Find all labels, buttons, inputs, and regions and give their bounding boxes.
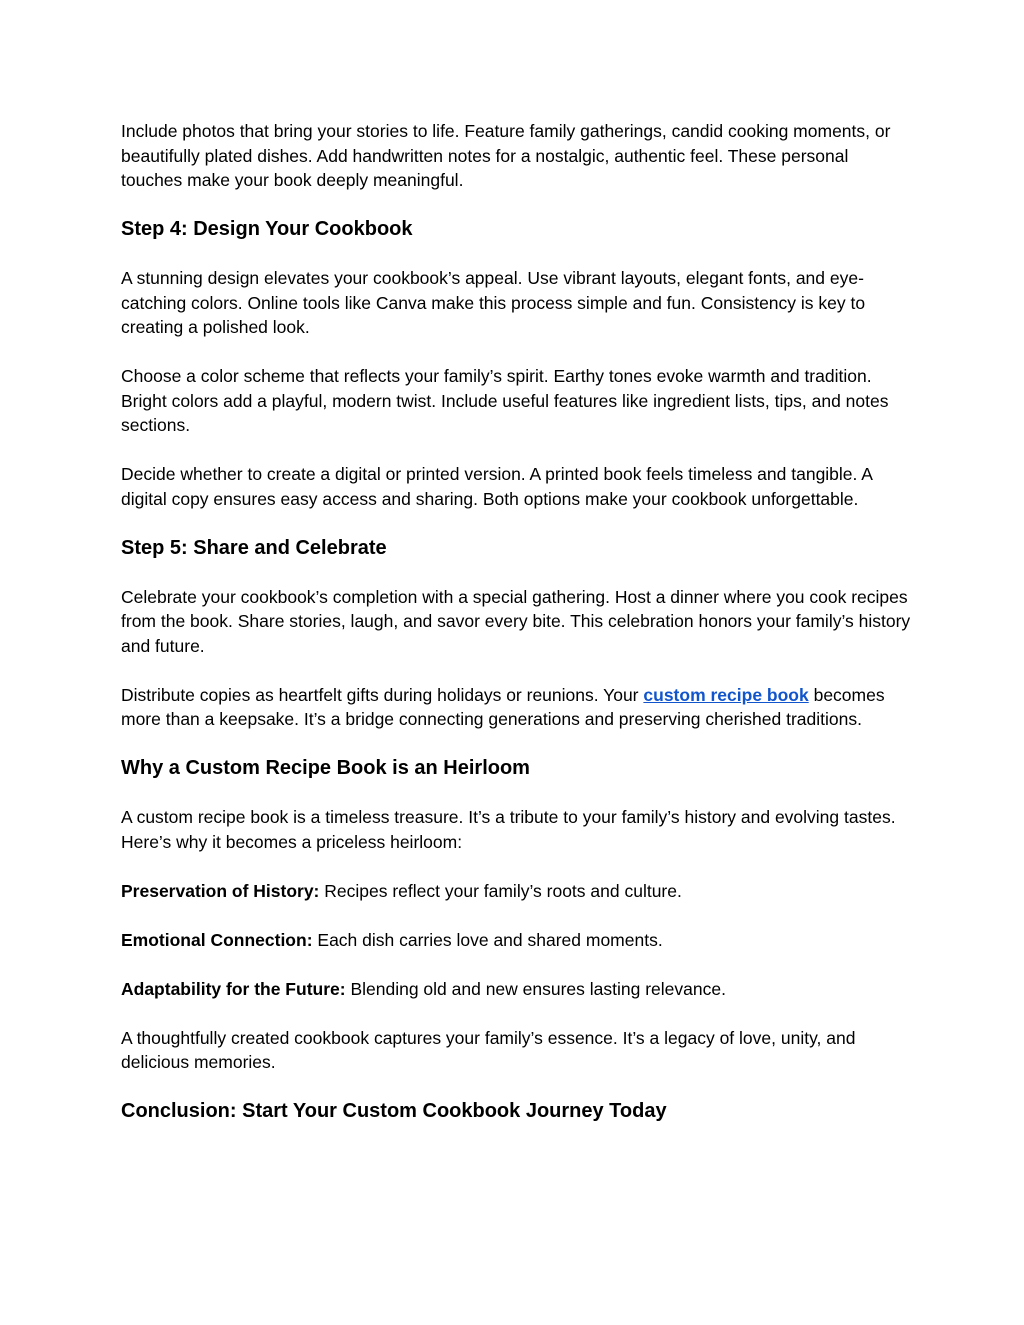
distribute-text-before: Distribute copies as heartfelt gifts during holidays or reunions. Your (121, 684, 644, 705)
document-page (121, 119, 911, 1124)
reason-lead: Adaptability for the Future: (121, 978, 346, 999)
reason-text: Blending old and new ensures lasting relevance. (345, 978, 726, 999)
reason-adaptability (121, 977, 911, 1002)
paragraph-photos: Include photos that bring your stories to life. Feature family gatherings, candid cooking moments, or beautifully plated dishes. Add handwritten notes for a nostalgic, authentic feel. These personal touches make your book deeply meaningful. (121, 121, 891, 190)
paragraph-heirloom-intro: A custom recipe book is a timeless treasure. It’s a tribute to your family’s history and evolving tastes. Here’s why it becomes a priceless heirloom: (121, 807, 896, 852)
heading-step-4: Step 4: Design Your Cookbook (121, 218, 413, 240)
heading-conclusion: Conclusion: Start Your Custom Cookbook Journey Today (121, 1100, 667, 1122)
paragraph-color-scheme: Choose a color scheme that reflects your family’s spirit. Earthy tones evoke warmth and tradition. Bright colors add a playful, modern twist. Include useful features like ingredient lists, tips, and notes sections. (121, 366, 889, 435)
reason-preservation (121, 879, 911, 904)
custom-recipe-book-link[interactable]: custom recipe book (643, 684, 809, 705)
reason-text: Each dish carries love and shared moments. (312, 929, 663, 950)
reason-lead: Emotional Connection: (121, 929, 313, 950)
heading-heirloom: Why a Custom Recipe Book is an Heirloom (121, 757, 530, 779)
distribute-text-after: becomes more than a keepsake. It’s a bridge connecting generations and preserving cherished traditions. (121, 684, 885, 729)
reason-lead: Preservation of History: (121, 880, 320, 901)
reason-emotional (121, 928, 911, 953)
paragraph-closing: A thoughtfully created cookbook captures your family’s essence. It’s a legacy of love, unity, and delicious memories. (121, 1027, 856, 1072)
paragraph-format: Decide whether to create a digital or printed version. A printed book feels timeless and tangible. A digital copy ensures easy access and sharing. Both options make your cookbook unforgettable. (121, 464, 873, 509)
paragraph-celebrate: Celebrate your cookbook’s completion with a special gathering. Host a dinner where you cook recipes from the book. Share stories, laugh, and savor every bite. This celebration honors your family’s history and future. (121, 586, 911, 656)
paragraph-design-intro: A stunning design elevates your cookbook’s appeal. Use vibrant layouts, elegant fonts, and eye-catching colors. Online tools like Canva make this process simple and fun. Consistency is key to creating a polished look. (121, 268, 866, 337)
reason-text: Recipes reflect your family’s roots and culture. (319, 880, 682, 901)
heading-step-5: Step 5: Share and Celebrate (121, 536, 387, 559)
paragraph-distribute (121, 683, 911, 732)
